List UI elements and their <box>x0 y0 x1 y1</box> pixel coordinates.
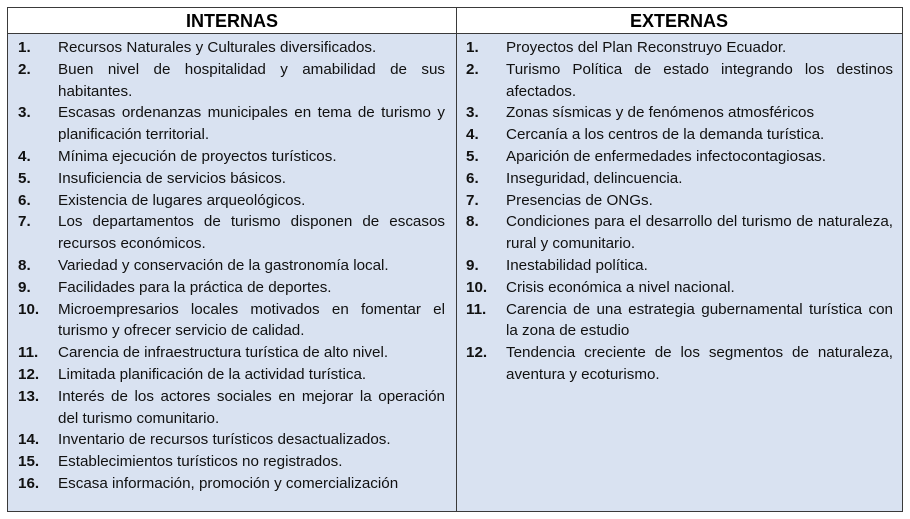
column-divider <box>456 8 457 511</box>
item-text: Variedad y conservación de la gastronomía local. <box>58 256 389 274</box>
externas-item <box>466 146 893 168</box>
externas-item <box>466 37 893 59</box>
internas-item <box>18 277 445 299</box>
item-text: Crisis económica a nivel nacional. <box>506 278 735 296</box>
item-number: 1. <box>18 39 31 56</box>
item-text: Aparición de enfermedades infectocontagiosas. <box>506 147 826 165</box>
item-text: Microempresarios locales motivados en fomentar el turismo y ofrecer servicio de calidad. <box>58 300 445 340</box>
item-number: 9. <box>466 256 479 274</box>
externas-item <box>466 255 893 277</box>
factors-table <box>7 7 903 512</box>
internas-item <box>18 386 445 430</box>
item-number: 8. <box>18 256 31 274</box>
item-text: Inventario de recursos turísticos desactualizados. <box>58 431 391 449</box>
item-number: 3. <box>18 104 31 122</box>
item-number: 4. <box>18 147 31 165</box>
item-number: 8. <box>466 213 479 231</box>
item-text: Condiciones para el desarrollo del turismo de naturaleza, rural y comunitario. <box>506 213 893 253</box>
item-text: Turismo Política de estado integrando los destinos afectados. <box>506 60 893 100</box>
internas-item <box>18 146 445 168</box>
item-text: Carencia de una estrategia gubernamental turística con la zona de estudio <box>506 300 893 340</box>
item-number: 2. <box>466 60 479 78</box>
externas-item <box>466 211 893 255</box>
item-text: Tendencia creciente de los segmentos de naturaleza, aventura y ecoturismo. <box>506 344 893 383</box>
internas-item <box>18 211 445 255</box>
item-text: Presencias de ONGs. <box>506 191 653 209</box>
internas-item <box>18 451 445 473</box>
item-text: Los departamentos de turismo disponen de escasos recursos económicos. <box>58 213 445 253</box>
item-number: 13. <box>18 387 40 405</box>
externas-item <box>466 59 893 103</box>
internas-item <box>18 255 445 277</box>
item-text: Carencia de infraestructura turística de alto nivel. <box>58 344 389 362</box>
item-text: Recursos Naturales y Culturales diversificados. <box>58 39 377 56</box>
externas-item <box>466 342 893 386</box>
internas-item <box>18 473 445 495</box>
externas-item <box>466 277 893 299</box>
item-number: 16. <box>18 474 40 492</box>
externas-item <box>466 102 893 124</box>
item-text: Interés de los actores sociales en mejorar la operación del turismo comunitario. <box>58 387 445 427</box>
item-text: Zonas sísmicas y de fenómenos atmosféricos <box>506 104 815 122</box>
item-number: 2. <box>18 60 31 78</box>
item-number: 1. <box>466 39 479 56</box>
item-number: 6. <box>18 191 31 209</box>
header-internas: INTERNAS <box>8 8 456 34</box>
item-text: Buen nivel de hospitalidad y amabilidad de sus habitantes. <box>58 60 445 100</box>
internas-item <box>18 364 445 386</box>
item-text: Facilidades para la práctica de deportes. <box>58 278 332 296</box>
item-number: 7. <box>466 191 479 209</box>
externas-item <box>466 124 893 146</box>
item-number: 10. <box>18 300 40 318</box>
internas-item <box>18 37 445 59</box>
item-number: 11. <box>466 300 487 318</box>
item-text: Inestabilidad política. <box>506 256 648 274</box>
internas-item <box>18 190 445 212</box>
externas-item <box>466 168 893 190</box>
item-number: 14. <box>18 431 40 449</box>
item-text: Escasa información, promoción y comercialización <box>58 474 399 492</box>
internas-item <box>18 168 445 190</box>
item-text: Establecimientos turísticos no registrados. <box>58 453 343 471</box>
item-text: Proyectos del Plan Reconstruyo Ecuador. <box>506 39 787 56</box>
item-number: 10. <box>466 278 488 296</box>
item-text: Escasas ordenanzas municipales en tema de turismo y planificación territorial. <box>58 104 445 144</box>
item-number: 11. <box>18 344 39 362</box>
item-number: 12. <box>18 365 40 383</box>
item-number: 15. <box>18 453 40 471</box>
item-number: 12. <box>466 344 488 362</box>
item-number: 7. <box>18 213 31 231</box>
internas-item <box>18 429 445 451</box>
externas-item <box>466 190 893 212</box>
externas-item <box>466 299 893 343</box>
item-number: 5. <box>18 169 31 187</box>
internas-list <box>18 37 445 495</box>
item-text: Insuficiencia de servicios básicos. <box>58 169 286 187</box>
item-number: 9. <box>18 278 31 296</box>
internas-item <box>18 59 445 103</box>
item-text: Inseguridad, delincuencia. <box>506 169 683 187</box>
item-number: 6. <box>466 169 479 187</box>
item-text: Cercanía a los centros de la demanda turística. <box>506 126 825 144</box>
internas-item <box>18 299 445 343</box>
item-text: Existencia de lugares arqueológicos. <box>58 191 306 209</box>
internas-item <box>18 102 445 146</box>
item-number: 5. <box>466 147 479 165</box>
item-number: 3. <box>466 104 479 122</box>
item-text: Limitada planificación de la actividad turística. <box>58 365 367 383</box>
header-externas: EXTERNAS <box>456 8 902 34</box>
item-text: Mínima ejecución de proyectos turísticos. <box>58 147 337 165</box>
internas-item <box>18 342 445 364</box>
externas-list <box>466 37 893 386</box>
item-number: 4. <box>466 126 479 144</box>
